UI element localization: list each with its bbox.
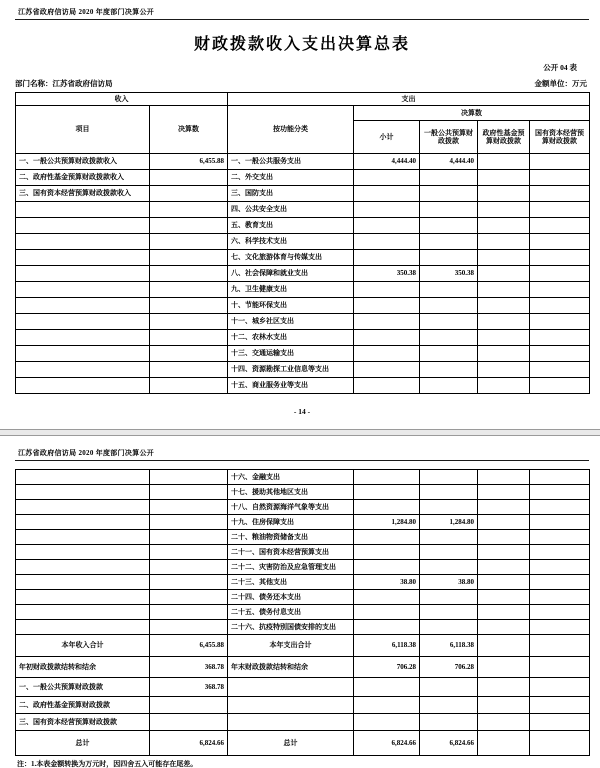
table-body-page2 bbox=[16, 470, 590, 635]
amount-cell bbox=[478, 298, 530, 314]
state-capital-column-header: 国有资本经营预算财政拨款 bbox=[530, 121, 590, 154]
function-column-header: 按功能分类 bbox=[228, 106, 354, 154]
amount-cell bbox=[354, 170, 420, 186]
gov-fund-column-header: 政府性基金预算财政拨款 bbox=[478, 121, 530, 154]
amount-cell bbox=[530, 731, 590, 756]
amount-cell: 38.80 bbox=[420, 575, 478, 590]
table-row bbox=[16, 234, 590, 250]
amount-cell: 350.38 bbox=[354, 266, 420, 282]
amount-cell: 6,118.38 bbox=[420, 635, 478, 657]
subtotal-column-header: 小计 bbox=[354, 121, 420, 154]
amount-cell bbox=[530, 678, 590, 697]
document-header-page2: 江苏省政府信访局 2020 年度部门决算公开 bbox=[15, 446, 589, 461]
expense-item-cell: 九、卫生健康支出 bbox=[228, 282, 354, 298]
expense-item-cell: 二十五、债务付息支出 bbox=[228, 605, 354, 620]
amount-cell bbox=[478, 714, 530, 731]
amount-cell bbox=[354, 202, 420, 218]
amount-cell bbox=[354, 234, 420, 250]
income-item-cell: 二、政府性基金预算财政拨款 bbox=[16, 697, 150, 714]
amount-cell bbox=[420, 530, 478, 545]
amount-cell bbox=[354, 545, 420, 560]
amount-cell bbox=[150, 620, 228, 635]
amount-cell bbox=[478, 154, 530, 170]
amount-cell bbox=[150, 605, 228, 620]
amount-cell bbox=[150, 697, 228, 714]
header-row-mid bbox=[16, 106, 590, 121]
amount-cell bbox=[478, 250, 530, 266]
amount-cell bbox=[150, 714, 228, 731]
income-amount-column-header: 决算数 bbox=[150, 106, 228, 154]
table-row bbox=[16, 530, 590, 545]
table-row bbox=[16, 485, 590, 500]
amount-cell bbox=[530, 500, 590, 515]
amount-cell bbox=[478, 346, 530, 362]
expense-amount-group-header: 决算数 bbox=[354, 106, 590, 121]
amount-cell bbox=[530, 590, 590, 605]
amount-cell bbox=[150, 282, 228, 298]
expense-item-cell: 十一、城乡社区支出 bbox=[228, 314, 354, 330]
amount-cell: 6,824.66 bbox=[150, 731, 228, 756]
amount-cell bbox=[420, 590, 478, 605]
amount-cell: 350.38 bbox=[420, 266, 478, 282]
amount-cell bbox=[478, 590, 530, 605]
expense-group-header: 支出 bbox=[228, 93, 590, 106]
expense-item-cell: 十、节能环保支出 bbox=[228, 298, 354, 314]
table-row bbox=[16, 154, 590, 170]
amount-cell bbox=[530, 346, 590, 362]
income-group-header: 收入 bbox=[16, 93, 228, 106]
table-row bbox=[16, 731, 590, 756]
amount-cell bbox=[150, 378, 228, 394]
amount-cell bbox=[420, 485, 478, 500]
income-item-cell bbox=[16, 234, 150, 250]
expense-item-cell: 年末财政拨款结转和结余 bbox=[228, 657, 354, 678]
expense-item-cell: 二十四、债务还本支出 bbox=[228, 590, 354, 605]
expense-item-cell: 十四、资源勘探工业信息等支出 bbox=[228, 362, 354, 378]
amount-cell bbox=[420, 202, 478, 218]
amount-cell bbox=[530, 620, 590, 635]
amount-cell bbox=[530, 575, 590, 590]
amount-cell bbox=[478, 362, 530, 378]
amount-cell bbox=[420, 714, 478, 731]
amount-cell bbox=[420, 605, 478, 620]
table-row bbox=[16, 575, 590, 590]
amount-cell bbox=[354, 250, 420, 266]
table-row bbox=[16, 314, 590, 330]
page-separator bbox=[0, 429, 600, 436]
income-item-cell: 年初财政拨款结转和结余 bbox=[16, 657, 150, 678]
amount-cell bbox=[478, 170, 530, 186]
table-row bbox=[16, 697, 590, 714]
table-row bbox=[16, 635, 590, 657]
amount-cell bbox=[530, 330, 590, 346]
amount-cell bbox=[150, 515, 228, 530]
amount-cell bbox=[150, 234, 228, 250]
amount-cell bbox=[420, 378, 478, 394]
table-row bbox=[16, 250, 590, 266]
expense-item-cell: 五、教育支出 bbox=[228, 218, 354, 234]
amount-cell bbox=[530, 186, 590, 202]
table-row bbox=[16, 266, 590, 282]
amount-cell bbox=[150, 485, 228, 500]
amount-cell bbox=[420, 470, 478, 485]
amount-cell bbox=[420, 186, 478, 202]
income-item-cell bbox=[16, 485, 150, 500]
table-body-summary bbox=[16, 635, 590, 756]
income-item-cell bbox=[16, 545, 150, 560]
income-item-cell bbox=[16, 362, 150, 378]
expense-item-cell bbox=[228, 697, 354, 714]
income-item-cell bbox=[16, 560, 150, 575]
income-item-cell bbox=[16, 298, 150, 314]
amount-cell bbox=[354, 714, 420, 731]
amount-cell bbox=[478, 657, 530, 678]
amount-cell bbox=[478, 678, 530, 697]
department-name: 部门名称：江苏省政府信访局 bbox=[15, 79, 113, 88]
table-row bbox=[16, 362, 590, 378]
amount-cell bbox=[478, 635, 530, 657]
amount-cell bbox=[354, 485, 420, 500]
amount-cell bbox=[150, 470, 228, 485]
income-item-cell bbox=[16, 314, 150, 330]
income-item-cell bbox=[16, 590, 150, 605]
item-column-header: 项目 bbox=[16, 106, 150, 154]
table-row bbox=[16, 500, 590, 515]
expense-item-cell: 十九、住房保障支出 bbox=[228, 515, 354, 530]
amount-cell bbox=[420, 234, 478, 250]
amount-cell: 1,284.80 bbox=[354, 515, 420, 530]
amount-unit: 金额单位：万元 bbox=[534, 79, 587, 88]
table-row bbox=[16, 714, 590, 731]
amount-cell bbox=[354, 530, 420, 545]
amount-cell bbox=[478, 378, 530, 394]
income-item-cell bbox=[16, 378, 150, 394]
amount-cell bbox=[478, 620, 530, 635]
amount-cell bbox=[150, 250, 228, 266]
amount-cell: 1,284.80 bbox=[420, 515, 478, 530]
amount-cell bbox=[354, 678, 420, 697]
amount-cell bbox=[354, 346, 420, 362]
amount-cell bbox=[530, 530, 590, 545]
table-number-label: 公开 04 表 bbox=[543, 63, 577, 72]
footnote: 注：1.本表金额转换为万元时，因四舍五入可能存在尾差。 bbox=[17, 760, 198, 768]
amount-cell: 6,824.66 bbox=[420, 731, 478, 756]
amount-cell bbox=[354, 378, 420, 394]
table-row bbox=[16, 657, 590, 678]
expense-item-cell: 本年支出合计 bbox=[228, 635, 354, 657]
amount-cell bbox=[420, 218, 478, 234]
income-item-cell bbox=[16, 330, 150, 346]
income-item-cell bbox=[16, 266, 150, 282]
income-item-cell bbox=[16, 282, 150, 298]
amount-cell: 706.28 bbox=[354, 657, 420, 678]
fiscal-table-page1 bbox=[15, 92, 590, 394]
amount-cell bbox=[530, 515, 590, 530]
expense-item-cell: 十三、交通运输支出 bbox=[228, 346, 354, 362]
amount-cell bbox=[150, 218, 228, 234]
amount-cell bbox=[420, 500, 478, 515]
amount-cell bbox=[478, 202, 530, 218]
income-item-cell bbox=[16, 250, 150, 266]
amount-cell bbox=[478, 314, 530, 330]
amount-cell bbox=[478, 731, 530, 756]
amount-cell bbox=[530, 485, 590, 500]
amount-cell bbox=[530, 657, 590, 678]
amount-cell bbox=[354, 186, 420, 202]
amount-cell bbox=[354, 590, 420, 605]
amount-cell bbox=[354, 298, 420, 314]
amount-cell bbox=[478, 605, 530, 620]
table-row bbox=[16, 282, 590, 298]
amount-cell bbox=[478, 218, 530, 234]
expense-item-cell: 十七、援助其他地区支出 bbox=[228, 485, 354, 500]
amount-cell bbox=[150, 346, 228, 362]
amount-cell bbox=[530, 202, 590, 218]
table-row bbox=[16, 346, 590, 362]
amount-cell bbox=[354, 605, 420, 620]
amount-cell bbox=[354, 697, 420, 714]
table-row bbox=[16, 515, 590, 530]
income-item-cell bbox=[16, 620, 150, 635]
amount-cell bbox=[420, 560, 478, 575]
amount-cell bbox=[150, 202, 228, 218]
amount-cell bbox=[530, 154, 590, 170]
income-item-cell bbox=[16, 605, 150, 620]
amount-cell: 6,824.66 bbox=[354, 731, 420, 756]
amount-cell bbox=[530, 560, 590, 575]
income-item-cell: 总计 bbox=[16, 731, 150, 756]
amount-cell bbox=[354, 620, 420, 635]
income-item-cell bbox=[16, 575, 150, 590]
amount-cell bbox=[530, 170, 590, 186]
income-item-cell bbox=[16, 500, 150, 515]
amount-cell: 6,455.88 bbox=[150, 635, 228, 657]
amount-cell bbox=[478, 515, 530, 530]
income-item-cell: 三、国有资本经营预算财政拨款收入 bbox=[16, 186, 150, 202]
expense-item-cell: 二十二、灾害防治及应急管理支出 bbox=[228, 560, 354, 575]
expense-item-cell: 四、公共安全支出 bbox=[228, 202, 354, 218]
page-title: 财政拨款收入支出决算总表 bbox=[193, 36, 410, 53]
table-row bbox=[16, 590, 590, 605]
amount-cell bbox=[478, 330, 530, 346]
amount-cell bbox=[530, 266, 590, 282]
amount-cell bbox=[150, 362, 228, 378]
income-item-cell bbox=[16, 530, 150, 545]
amount-cell bbox=[150, 266, 228, 282]
amount-cell bbox=[420, 282, 478, 298]
amount-cell bbox=[354, 330, 420, 346]
amount-cell: 368.78 bbox=[150, 657, 228, 678]
amount-cell bbox=[150, 545, 228, 560]
income-item-cell: 本年收入合计 bbox=[16, 635, 150, 657]
expense-item-cell: 二十三、其他支出 bbox=[228, 575, 354, 590]
amount-cell bbox=[530, 298, 590, 314]
amount-cell bbox=[530, 250, 590, 266]
table-row bbox=[16, 605, 590, 620]
income-item-cell bbox=[16, 346, 150, 362]
amount-cell bbox=[354, 362, 420, 378]
meta-row bbox=[15, 78, 589, 89]
amount-cell bbox=[478, 697, 530, 714]
expense-item-cell: 二十、粮油物资储备支出 bbox=[228, 530, 354, 545]
income-item-cell bbox=[16, 202, 150, 218]
table-row bbox=[16, 620, 590, 635]
amount-cell bbox=[354, 500, 420, 515]
amount-cell bbox=[420, 298, 478, 314]
expense-item-cell: 一、一般公共服务支出 bbox=[228, 154, 354, 170]
expense-item-cell: 十二、农林水支出 bbox=[228, 330, 354, 346]
table-row bbox=[16, 330, 590, 346]
amount-cell bbox=[150, 170, 228, 186]
amount-cell bbox=[354, 218, 420, 234]
expense-item-cell bbox=[228, 678, 354, 697]
amount-cell bbox=[530, 605, 590, 620]
table-row bbox=[16, 678, 590, 697]
amount-cell bbox=[478, 500, 530, 515]
table-body-page1 bbox=[16, 154, 590, 394]
amount-cell bbox=[530, 714, 590, 731]
table-row bbox=[16, 170, 590, 186]
amount-cell bbox=[530, 470, 590, 485]
amount-cell bbox=[420, 314, 478, 330]
amount-cell bbox=[150, 186, 228, 202]
expense-item-cell: 六、科学技术支出 bbox=[228, 234, 354, 250]
table-row bbox=[16, 560, 590, 575]
income-item-cell: 三、国有资本经营预算财政拨款 bbox=[16, 714, 150, 731]
amount-cell bbox=[530, 378, 590, 394]
income-item-cell bbox=[16, 470, 150, 485]
amount-cell: 38.80 bbox=[354, 575, 420, 590]
amount-cell bbox=[420, 362, 478, 378]
amount-cell bbox=[150, 330, 228, 346]
amount-cell bbox=[420, 678, 478, 697]
document-header: 江苏省政府信访局 2020 年度部门决算公开 bbox=[15, 5, 589, 20]
table-row bbox=[16, 545, 590, 560]
amount-cell bbox=[150, 530, 228, 545]
expense-item-cell: 二十一、国有资本经营预算支出 bbox=[228, 545, 354, 560]
amount-cell bbox=[478, 560, 530, 575]
amount-cell: 6,118.38 bbox=[354, 635, 420, 657]
table-row bbox=[16, 218, 590, 234]
expense-item-cell: 三、国防支出 bbox=[228, 186, 354, 202]
amount-cell: 6,455.88 bbox=[150, 154, 228, 170]
amount-cell bbox=[150, 314, 228, 330]
amount-cell: 706.28 bbox=[420, 657, 478, 678]
amount-cell bbox=[530, 362, 590, 378]
amount-cell bbox=[478, 186, 530, 202]
expense-item-cell: 十八、自然资源海洋气象等支出 bbox=[228, 500, 354, 515]
fiscal-table-page2 bbox=[15, 469, 590, 756]
amount-cell bbox=[420, 330, 478, 346]
general-budget-column-header: 一般公共预算财政拨款 bbox=[420, 121, 478, 154]
expense-item-cell bbox=[228, 714, 354, 731]
amount-cell bbox=[478, 470, 530, 485]
amount-cell bbox=[150, 298, 228, 314]
amount-cell bbox=[478, 234, 530, 250]
amount-cell bbox=[478, 485, 530, 500]
page-2 bbox=[0, 436, 600, 768]
amount-cell bbox=[530, 697, 590, 714]
amount-cell bbox=[420, 545, 478, 560]
expense-item-cell: 总计 bbox=[228, 731, 354, 756]
amount-cell bbox=[530, 635, 590, 657]
page-number: - 14 - bbox=[293, 407, 311, 416]
amount-cell: 4,444.40 bbox=[420, 154, 478, 170]
expense-item-cell: 二十六、抗疫特别国债安排的支出 bbox=[228, 620, 354, 635]
amount-cell bbox=[478, 266, 530, 282]
amount-cell bbox=[530, 234, 590, 250]
amount-cell bbox=[530, 314, 590, 330]
amount-cell bbox=[150, 575, 228, 590]
amount-cell: 4,444.40 bbox=[354, 154, 420, 170]
table-row bbox=[16, 298, 590, 314]
amount-cell bbox=[354, 470, 420, 485]
income-item-cell: 一、一般公共预算财政拨款 bbox=[16, 678, 150, 697]
amount-cell bbox=[354, 314, 420, 330]
income-item-cell bbox=[16, 515, 150, 530]
income-item-cell: 二、政府性基金预算财政拨款收入 bbox=[16, 170, 150, 186]
amount-cell bbox=[420, 170, 478, 186]
expense-item-cell: 十五、商业服务业等支出 bbox=[228, 378, 354, 394]
table-row bbox=[16, 378, 590, 394]
amount-cell bbox=[354, 282, 420, 298]
expense-item-cell: 十六、金融支出 bbox=[228, 470, 354, 485]
income-item-cell bbox=[16, 218, 150, 234]
amount-cell bbox=[478, 545, 530, 560]
amount-cell bbox=[420, 697, 478, 714]
header-row-groups bbox=[16, 93, 590, 106]
amount-cell bbox=[478, 530, 530, 545]
income-item-cell: 一、一般公共预算财政拨款收入 bbox=[16, 154, 150, 170]
amount-cell bbox=[478, 575, 530, 590]
amount-cell bbox=[420, 346, 478, 362]
amount-cell bbox=[478, 282, 530, 298]
amount-cell bbox=[530, 218, 590, 234]
amount-cell bbox=[150, 500, 228, 515]
table-row bbox=[16, 186, 590, 202]
amount-cell bbox=[530, 545, 590, 560]
amount-cell bbox=[354, 560, 420, 575]
expense-item-cell: 八、社会保障和就业支出 bbox=[228, 266, 354, 282]
expense-item-cell: 七、文化旅游体育与传媒支出 bbox=[228, 250, 354, 266]
amount-cell: 368.78 bbox=[150, 678, 228, 697]
amount-cell bbox=[420, 620, 478, 635]
amount-cell bbox=[420, 250, 478, 266]
amount-cell bbox=[150, 560, 228, 575]
table-row bbox=[16, 470, 590, 485]
amount-cell bbox=[530, 282, 590, 298]
amount-cell bbox=[150, 590, 228, 605]
expense-item-cell: 二、外交支出 bbox=[228, 170, 354, 186]
table-row bbox=[16, 202, 590, 218]
